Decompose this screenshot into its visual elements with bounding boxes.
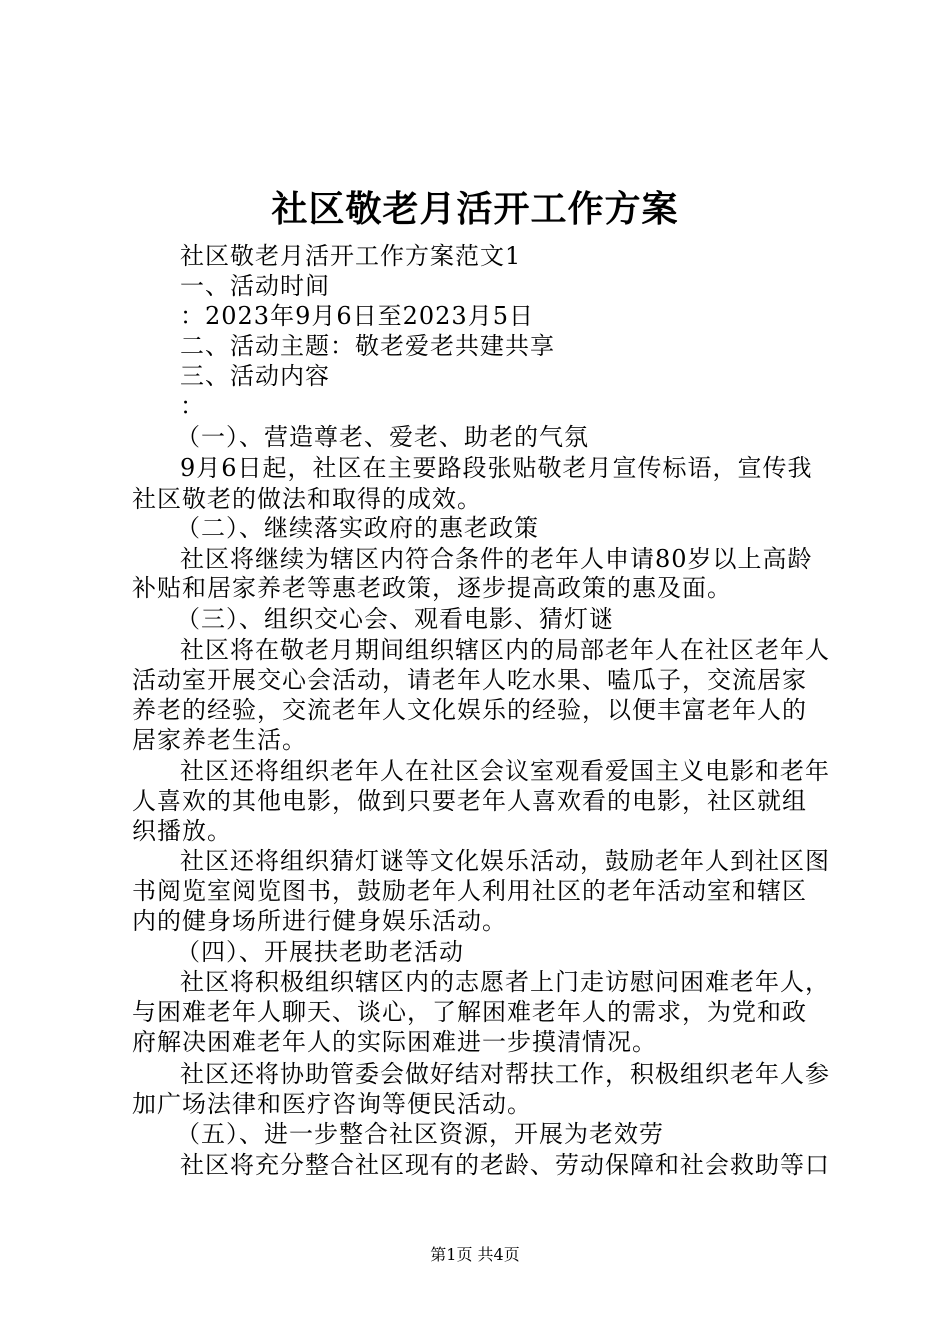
paragraph-line: 社区将积极组织辖区内的志愿者上门走访慰问困难老年人， bbox=[180, 968, 830, 996]
section-heading: 二、活动主题：敬老爱老共建共享 bbox=[180, 332, 555, 360]
subsection-heading: （二）、继续落实政府的惠老政策 bbox=[176, 514, 539, 542]
page-footer: 第1页 共4页 bbox=[430, 1245, 520, 1264]
subsection-heading: （三）、组织交心会、观看电影、猜灯谜 bbox=[176, 605, 614, 633]
text-line: ：2023年9月6日至2023月5日 bbox=[180, 302, 534, 330]
paragraph-line: 活动室开展交心会活动，请老年人吃水果、嗑瓜子，交流居家 bbox=[132, 666, 807, 694]
paragraph-line: 社区还将协助管委会做好结对帮扶工作，积极组织老年人参 bbox=[180, 1060, 830, 1088]
paragraph-line: 社区将继续为辖区内符合条件的老年人申请80岁以上高龄 bbox=[180, 545, 813, 573]
paragraph-line: 社区将在敬老月期间组织辖区内的局部老年人在社区老年人 bbox=[180, 636, 830, 664]
document-title: 社区敬老月活开工作方案 bbox=[271, 188, 679, 230]
paragraph-line: 9月6日起，社区在主要路段张贴敬老月宣传标语，宣传我 bbox=[180, 454, 813, 482]
paragraph-line: 社区敬老的做法和取得的成效。 bbox=[132, 485, 482, 513]
text-line: ： bbox=[180, 392, 205, 420]
subsection-heading: （四）、开展扶老助老活动 bbox=[176, 938, 464, 966]
paragraph-line: 织播放。 bbox=[132, 817, 232, 845]
paragraph-line: 府解决困难老年人的实际困难进一步摸清情况。 bbox=[132, 1028, 657, 1056]
subtitle-line: 社区敬老月活开工作方案范文1 bbox=[180, 242, 522, 270]
paragraph-line: 养老的经验，交流老年人文化娱乐的经验，以便丰富老年人的 bbox=[132, 696, 807, 724]
section-heading: 三、活动内容 bbox=[180, 362, 330, 390]
paragraph-line: 社区还将组织猜灯谜等文化娱乐活动，鼓励老年人到社区图 bbox=[180, 847, 830, 875]
paragraph-line: 内的健身场所进行健身娱乐活动。 bbox=[132, 907, 507, 935]
paragraph-line: 社区将充分整合社区现有的老龄、劳动保障和社会救助等口 bbox=[180, 1151, 830, 1179]
section-heading: 一、活动时间 bbox=[180, 272, 330, 300]
subsection-heading: （五）、进一步整合社区资源，开展为老效劳 bbox=[176, 1120, 664, 1148]
paragraph-line: 社区还将组织老年人在社区会议室观看爱国主义电影和老年 bbox=[180, 757, 830, 785]
paragraph-line: 居家养老生活。 bbox=[132, 726, 307, 754]
subsection-heading: （一）、营造尊老、爱老、助老的气氛 bbox=[176, 423, 589, 451]
paragraph-line: 补贴和居家养老等惠老政策，逐步提高政策的惠及面。 bbox=[132, 574, 732, 602]
paragraph-line: 书阅览室阅览图书，鼓励老年人利用社区的老年活动室和辖区 bbox=[132, 877, 807, 905]
paragraph-line: 与困难老年人聊天、谈心，了解困难老年人的需求，为党和政 bbox=[132, 998, 807, 1026]
paragraph-line: 人喜欢的其他电影，做到只要老年人喜欢看的电影，社区就组 bbox=[132, 787, 807, 815]
paragraph-line: 加广场法律和医疗咨询等便民活动。 bbox=[132, 1090, 532, 1118]
